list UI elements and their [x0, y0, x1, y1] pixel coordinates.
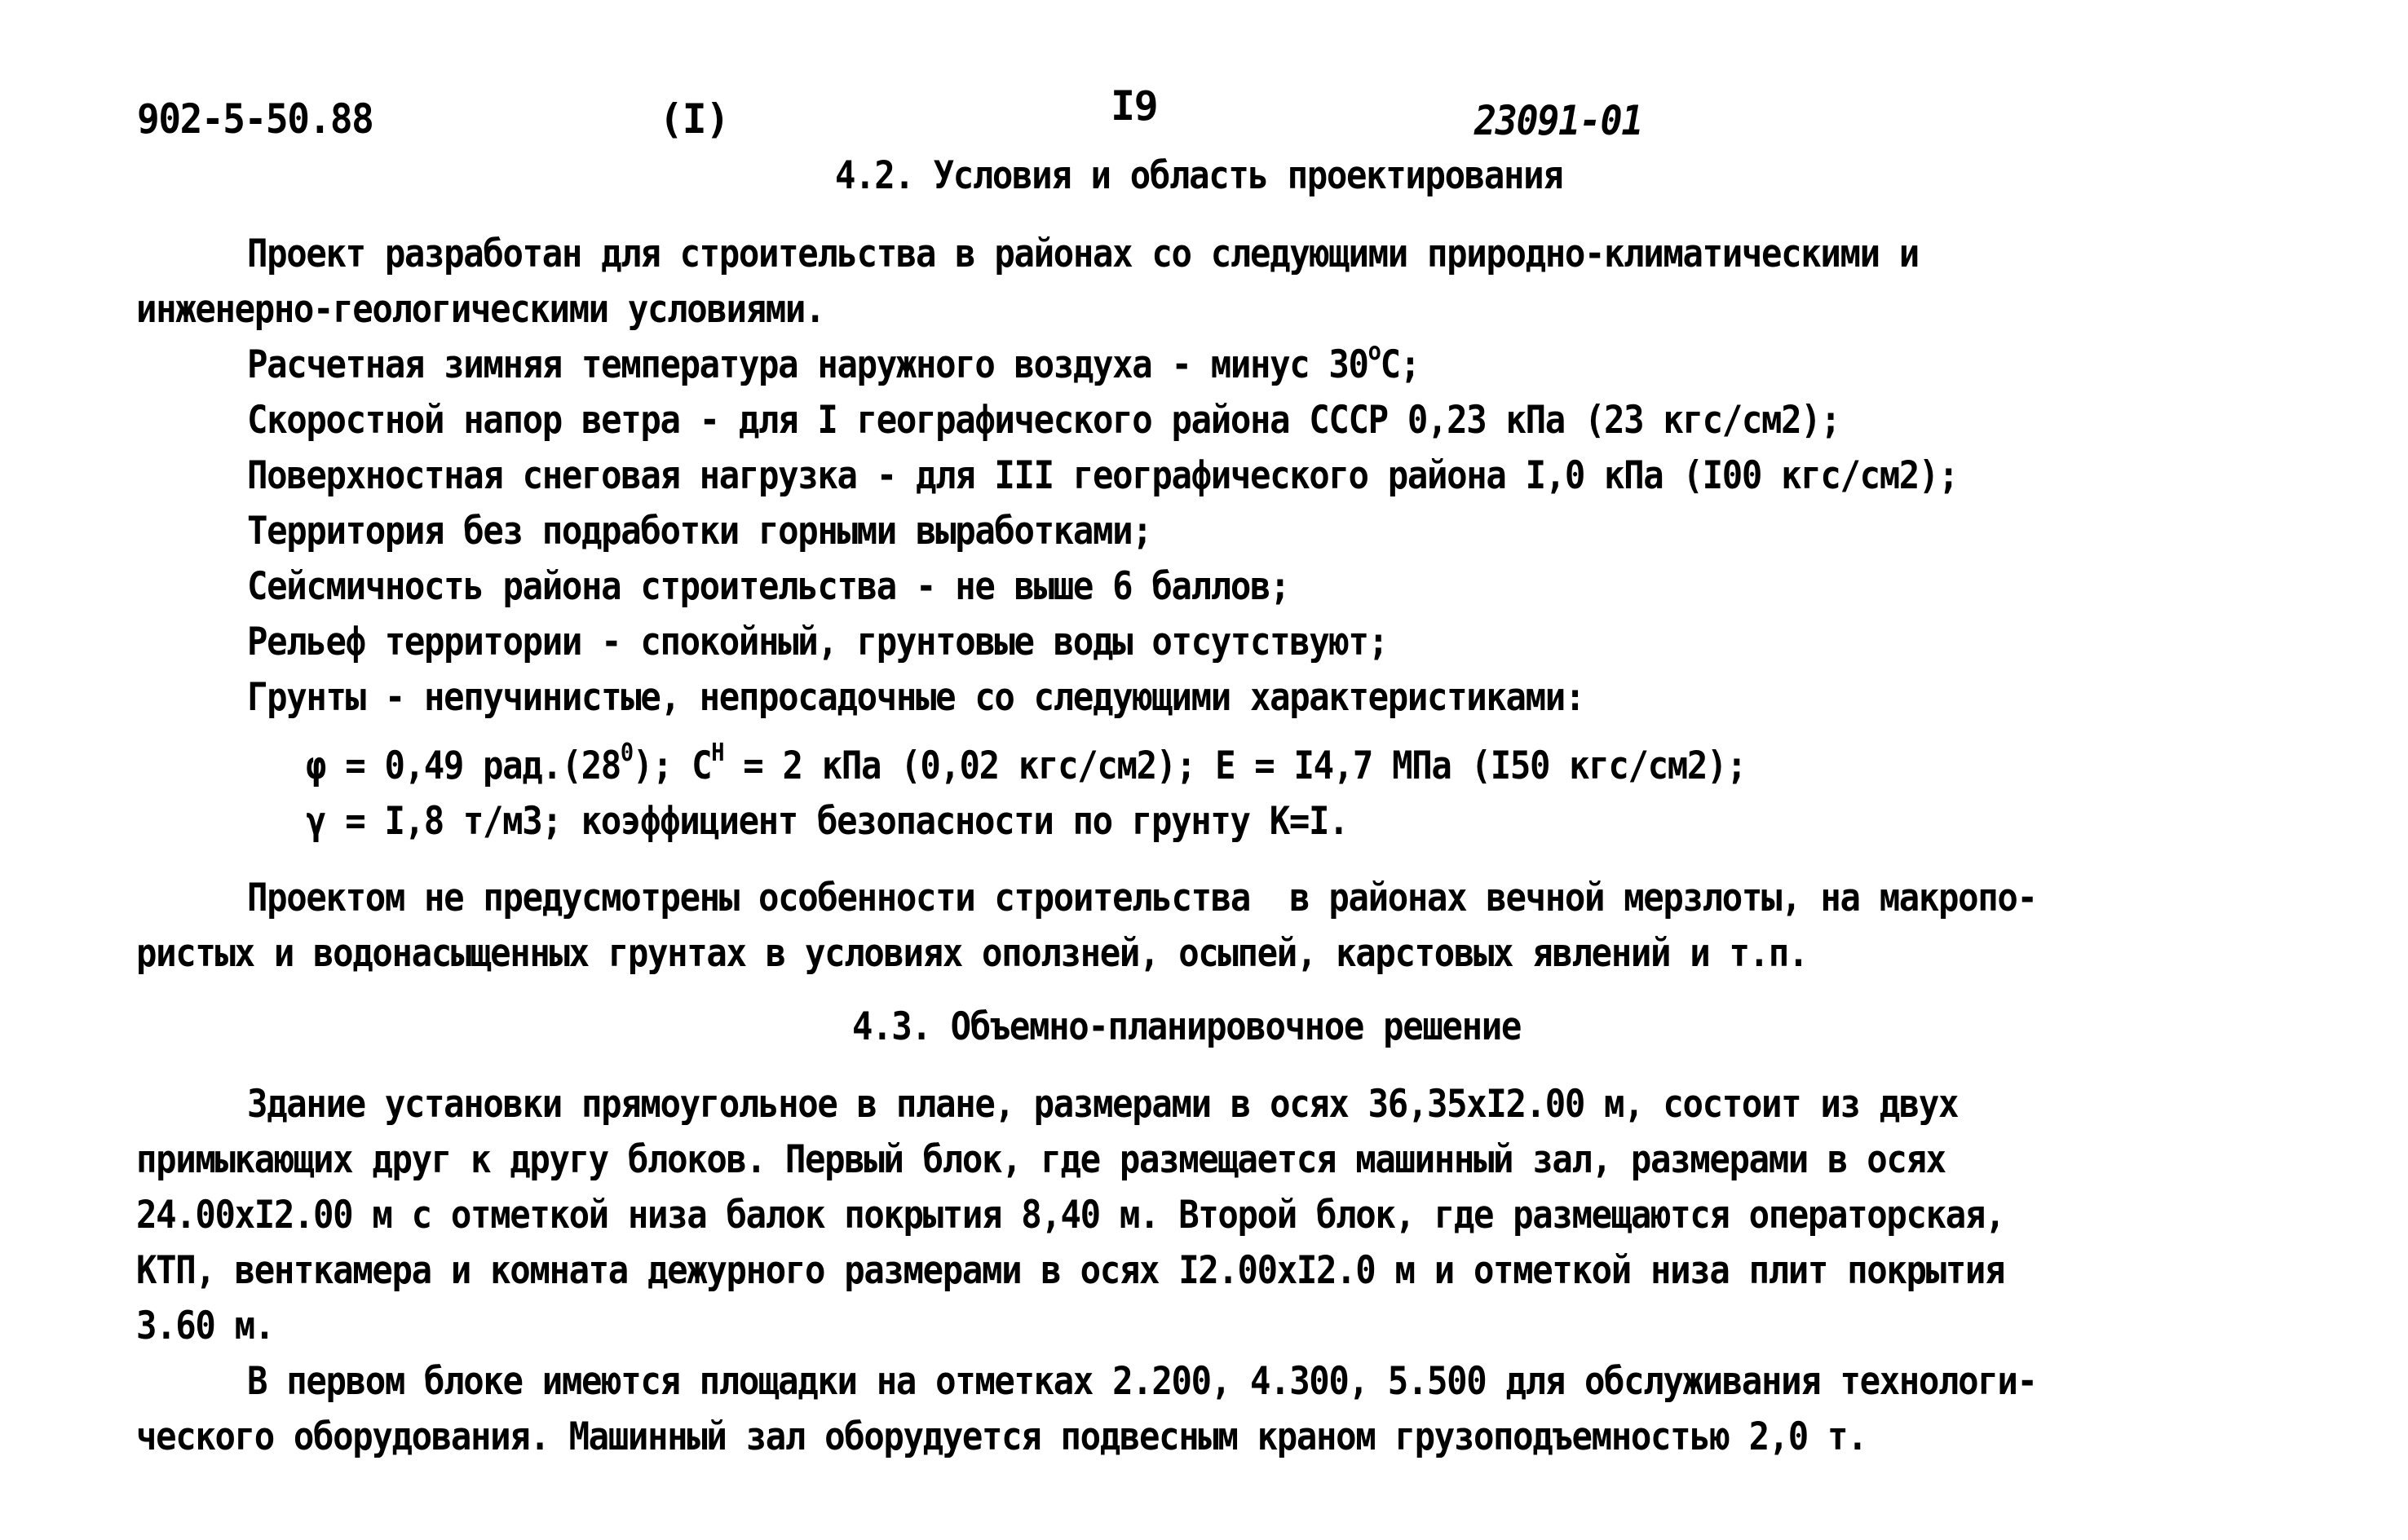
section-4-3-title: 4.3. Объемно-планировочное решение [852, 1004, 1521, 1049]
condition-temperature [247, 338, 1420, 388]
normative-sup: H [711, 739, 724, 767]
cohesion-label: ); C [632, 744, 712, 788]
degree-sup: o [1367, 338, 1381, 366]
condition-territory: Территория без подработки горными выработками; [247, 509, 1152, 554]
condition-soils: Грунты - непучинистые, непросадочные со следующими характеристиками: [247, 675, 1584, 720]
inventory-number: 23091-01 [1474, 97, 1642, 144]
platforms-para-line-2: ческого оборудования. Машинный зал оборудуется подвесным краном грузоподъемностью 2,0 т. [136, 1414, 1867, 1459]
building-para-line-3: 24.00xI2.00 м с отметкой низа балок покрытия 8,40 м. Второй блок, где размещаются операторская, [136, 1193, 2005, 1238]
modulus-text: = 2 кПа (0,02 кгс/см2); E = I4,7 МПа (I50 кгс/см2); [723, 744, 1747, 788]
doc-code: 902-5-50.88 [137, 95, 373, 143]
building-para-line-1: Здание установки прямоугольное в плане, размерами в осях 36,35xI2.00 м, состоит из двух [247, 1082, 1959, 1127]
page-number: I9 [1111, 82, 1158, 130]
condition-wind: Скоростной напор ветра - для I географического района СССР 0,23 кПа (23 кгс/см2); [247, 398, 1840, 443]
building-para-line-2: примыкающих друг к другу блоков. Первый блок, где размещается машинный зал, размерами в осях [136, 1137, 1946, 1182]
note-line-1: Проектом не предусмотрены особенности строительства в районах вечной мерзлоты, на макропо- [247, 876, 2037, 920]
building-para-line-4: КТП, венткамера и комната дежурного размерами в осях I2.00xI2.0 м и отметкой низа плит покрытия [136, 1248, 2005, 1293]
phi-text: φ = 0,49 рад.(28 [306, 744, 621, 788]
condition-text: Расчетная зимняя температура наружного воздуха - минус 30 [247, 342, 1368, 387]
formula-soil-params [306, 739, 1747, 789]
section-4-2-title: 4.2. Условия и область проектирования [835, 153, 1563, 198]
formula-density: γ = I,8 т/м3; коэффициент безопасности по грунту K=I. [306, 799, 1349, 844]
volume-number: (I) [659, 95, 729, 143]
intro-line-1: Проект разработан для строительства в районах со следующими природно-климатическими и [247, 232, 1919, 276]
condition-snow: Поверхностная снеговая нагрузка - для III географического района I,0 кПа (I00 кгс/см2); [247, 453, 1959, 498]
building-para-line-5: 3.60 м. [136, 1304, 274, 1348]
condition-relief: Рельеф территории - спокойный, грунтовые воды отсутствуют; [247, 620, 1388, 664]
degree-sup: 0 [620, 739, 633, 767]
note-line-2: ристых и водонасыщенных грунтах в условиях оползней, осыпей, карстовых явлений и т.п. [136, 931, 1808, 976]
intro-line-2: инженерно-геологическими условиями. [136, 287, 825, 332]
unit-text: C; [1380, 342, 1420, 387]
platforms-para-line-1: В первом блоке имеются площадки на отметках 2.200, 4.300, 5.500 для обслуживания технологи- [247, 1359, 2037, 1404]
condition-seismic: Сейсмичность района строительства - не выше 6 баллов; [247, 564, 1290, 609]
